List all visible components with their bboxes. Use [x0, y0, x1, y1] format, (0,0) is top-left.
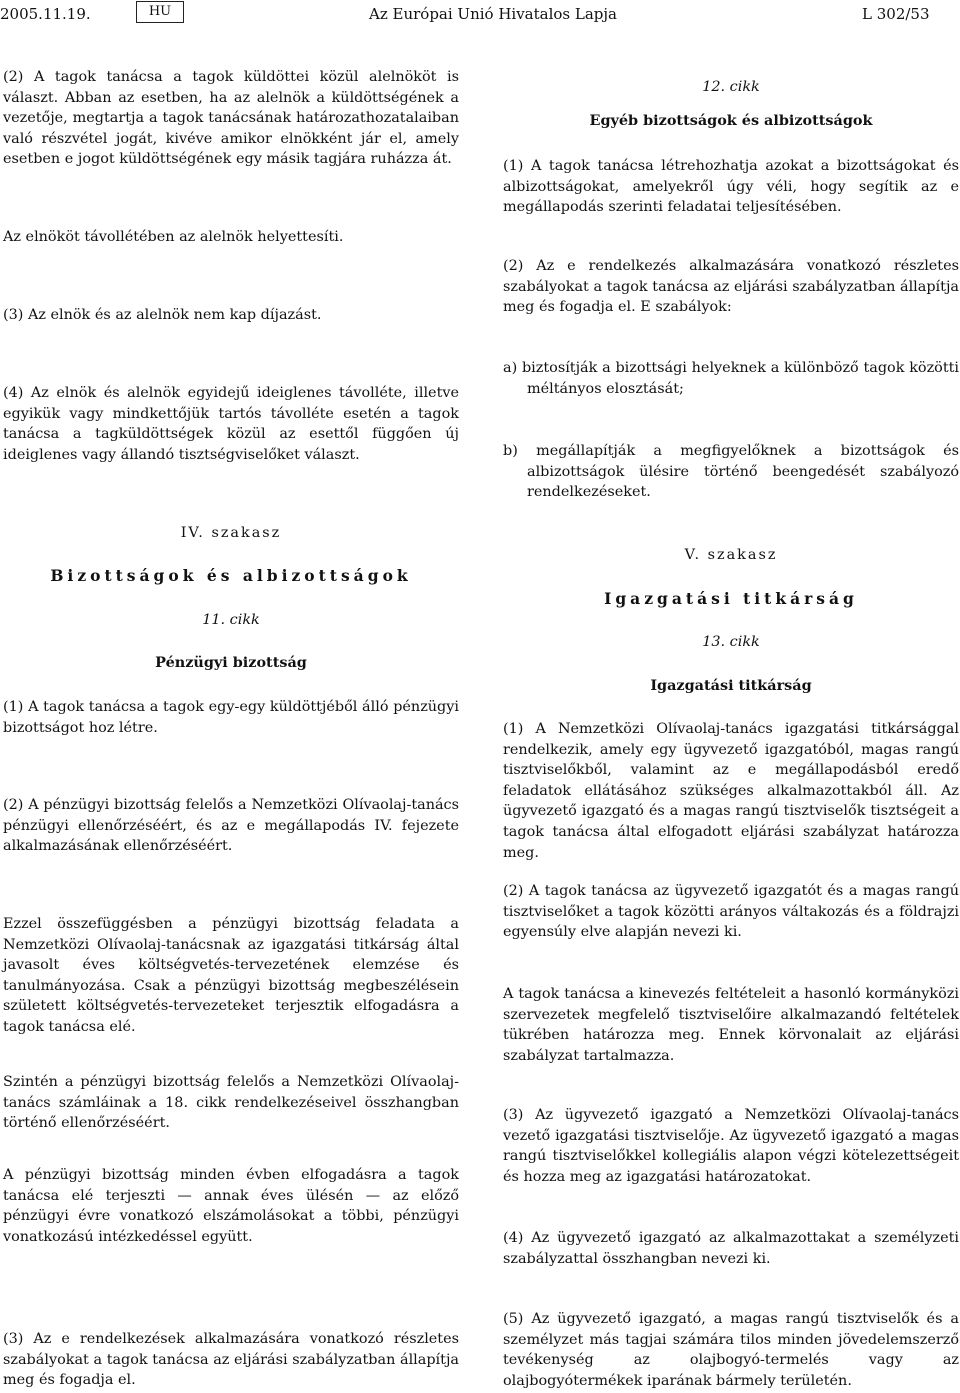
paragraph: (5) Az ügyvezető igazgató, a magas rangú tisztviselők és a személyzet más tagjai számára tilos minden jövedelemszerző tevékenység az olajbogyó-termelés vagy az olajbogyótermékek iparának bármely területén.	[503, 1311, 959, 1389]
paragraph: (1) A tagok tanácsa a tagok egy-egy küldöttjéből álló pénzügyi bizottságot hoz létre.	[3, 699, 459, 736]
paragraph: (3) Az elnök és az alelnök nem kap díjazást.	[3, 307, 322, 323]
page-reference: L 302/53	[862, 5, 930, 23]
section-label: IV. szakasz	[180, 525, 282, 541]
paragraph: (3) Az e rendelkezések alkalmazására vonatkozó részletes szabályokat a tagok tanácsa az eljárási szabályzatban állapítja meg és fogadja el.	[3, 1331, 459, 1389]
paragraph: (3) Az ügyvezető igazgató a Nemzetközi Olívaolaj-tanács vezető igazgatási tisztviselője. Az ügyvezető igazgató a magas rangú tisztviselőkkel kollegiális alapon végzi kötelezettségeit és hozza meg az igazgatási határozatokat.	[503, 1107, 959, 1185]
header-date: 2005.11.19.	[0, 5, 91, 23]
section-title: Bizottságok és albizottságok	[50, 566, 412, 585]
page-header	[0, 0, 960, 26]
section-title: Igazgatási titkárság	[604, 589, 858, 608]
paragraph: Szintén a pénzügyi bizottság felelős a Nemzetközi Olívaolaj-tanács számláinak a 18. cikk rendelkezéseivel összhangban történő ellenőrzéséért.	[3, 1074, 459, 1132]
paragraph: Az elnököt távollétében az alelnök helyettesíti.	[3, 229, 344, 245]
article-title: Pénzügyi bizottság	[155, 654, 307, 671]
article-title: Egyéb bizottságok és albizottságok	[589, 112, 873, 129]
paragraph: Ezzel összefüggésben a pénzügyi bizottság feladata a Nemzetközi Olívaolaj-tanácsnak az igazgatási titkárság által javasolt éves költségvetés-tervezetének elemzése és tanulmányozása. Csak a pénzügyi bizottság megbeszélésein született költségvetés-tervezeteket terjesztik elfogadásra a tagok tanácsa elé.	[3, 916, 459, 1035]
paragraph: (1) A Nemzetközi Olívaolaj-tanács igazgatási titkársággal rendelkezik, amely egy ügyvezető igazgatóból, magas rangú tisztviselőkből, valamint az e megállapodásból eredő feladatok ellátásához szükséges alkalmazottakból áll. Az ügyvezető igazgató és a magas rangú tisztviselők tisztségeit a tagok tanácsa által elfogadott eljárási szabályzat határozza meg.	[503, 721, 959, 861]
paragraph: A tagok tanácsa a kinevezés feltételeit a hasonló kormányközi szervezetek megfelelő tisztviselőire alkalmazandó feltételek tükrében határozza meg. Ennek körvonalait az eljárási szabályzat tartalmazza.	[503, 986, 959, 1064]
section-label: V. szakasz	[684, 547, 778, 563]
list-item: a) biztosítják a bizottsági helyeknek a különböző tagok közötti méltányos elosztását;	[503, 360, 959, 397]
article-title: Igazgatási titkárság	[650, 677, 812, 694]
article-number: 13. cikk	[702, 634, 760, 650]
article-number: 11. cikk	[202, 612, 260, 628]
paragraph: (2) A pénzügyi bizottság felelős a Nemzetközi Olívaolaj-tanács pénzügyi ellenőrzéséért, és az e megállapodás IV. fejezete alkalmazásának ellenőrzéséért.	[3, 797, 459, 855]
paragraph: (1) A tagok tanácsa létrehozhatja azokat a bizottságokat és albizottságokat, amelyekről úgy véli, hogy segítik az e megállapodás szerinti feladatai teljesítésében.	[503, 158, 959, 216]
language-badge: HU	[136, 1, 184, 23]
paragraph: (2) A tagok tanácsa az ügyvezető igazgatót és a magas rangú tisztviselőket a tagok közötti arányos váltakozás és a földrajzi egyensúly elve alapján nevezi ki.	[503, 883, 959, 941]
paragraph: (4) Az ügyvezető igazgató az alkalmazottakat a személyzeti szabályzattal összhangban nevezi ki.	[503, 1230, 959, 1267]
paragraph: A pénzügyi bizottság minden évben elfogadásra a tagok tanácsa elé terjeszti — annak éves ülésén — az előző pénzügyi évre vonatkozó elszámolásokat a többi, pénzügyi vonatkozású intézkedéssel együtt.	[3, 1167, 459, 1245]
paragraph: (2) Az e rendelkezés alkalmazására vonatkozó részletes szabályokat a tagok tanácsa az eljárási szabályzatban állapítja meg és fogadja el. E szabályok:	[503, 258, 959, 316]
journal-title: Az Európai Unió Hivatalos Lapja	[369, 5, 617, 23]
paragraph: (2) A tagok tanácsa a tagok küldöttei közül alelnököt is választ. Abban az esetben, ha az alelnök a küldöttségének a vezetője, megtartja a tagok tanácsának határozathozatalaiban való részvétel jogát, kivéve amikor elnökként jár el, amely esetben e jogot küldöttségének egy másik tagjára ruházza át.	[3, 69, 459, 168]
list-item: b) megállapítják a megfigyelőknek a bizottságok és albizottságok ülésire történő beengedését szabályozó rendelkezéseket.	[503, 443, 959, 501]
article-number: 12. cikk	[702, 79, 760, 95]
paragraph: (4) Az elnök és alelnök egyidejű ideiglenes távolléte, illetve egyikük vagy mindkettőjük tartós távolléte esetén a tagok tanácsa a tagküldöttségek közül az esettől függően új ideiglenes vagy állandó tisztségviselőket választ.	[3, 385, 459, 463]
